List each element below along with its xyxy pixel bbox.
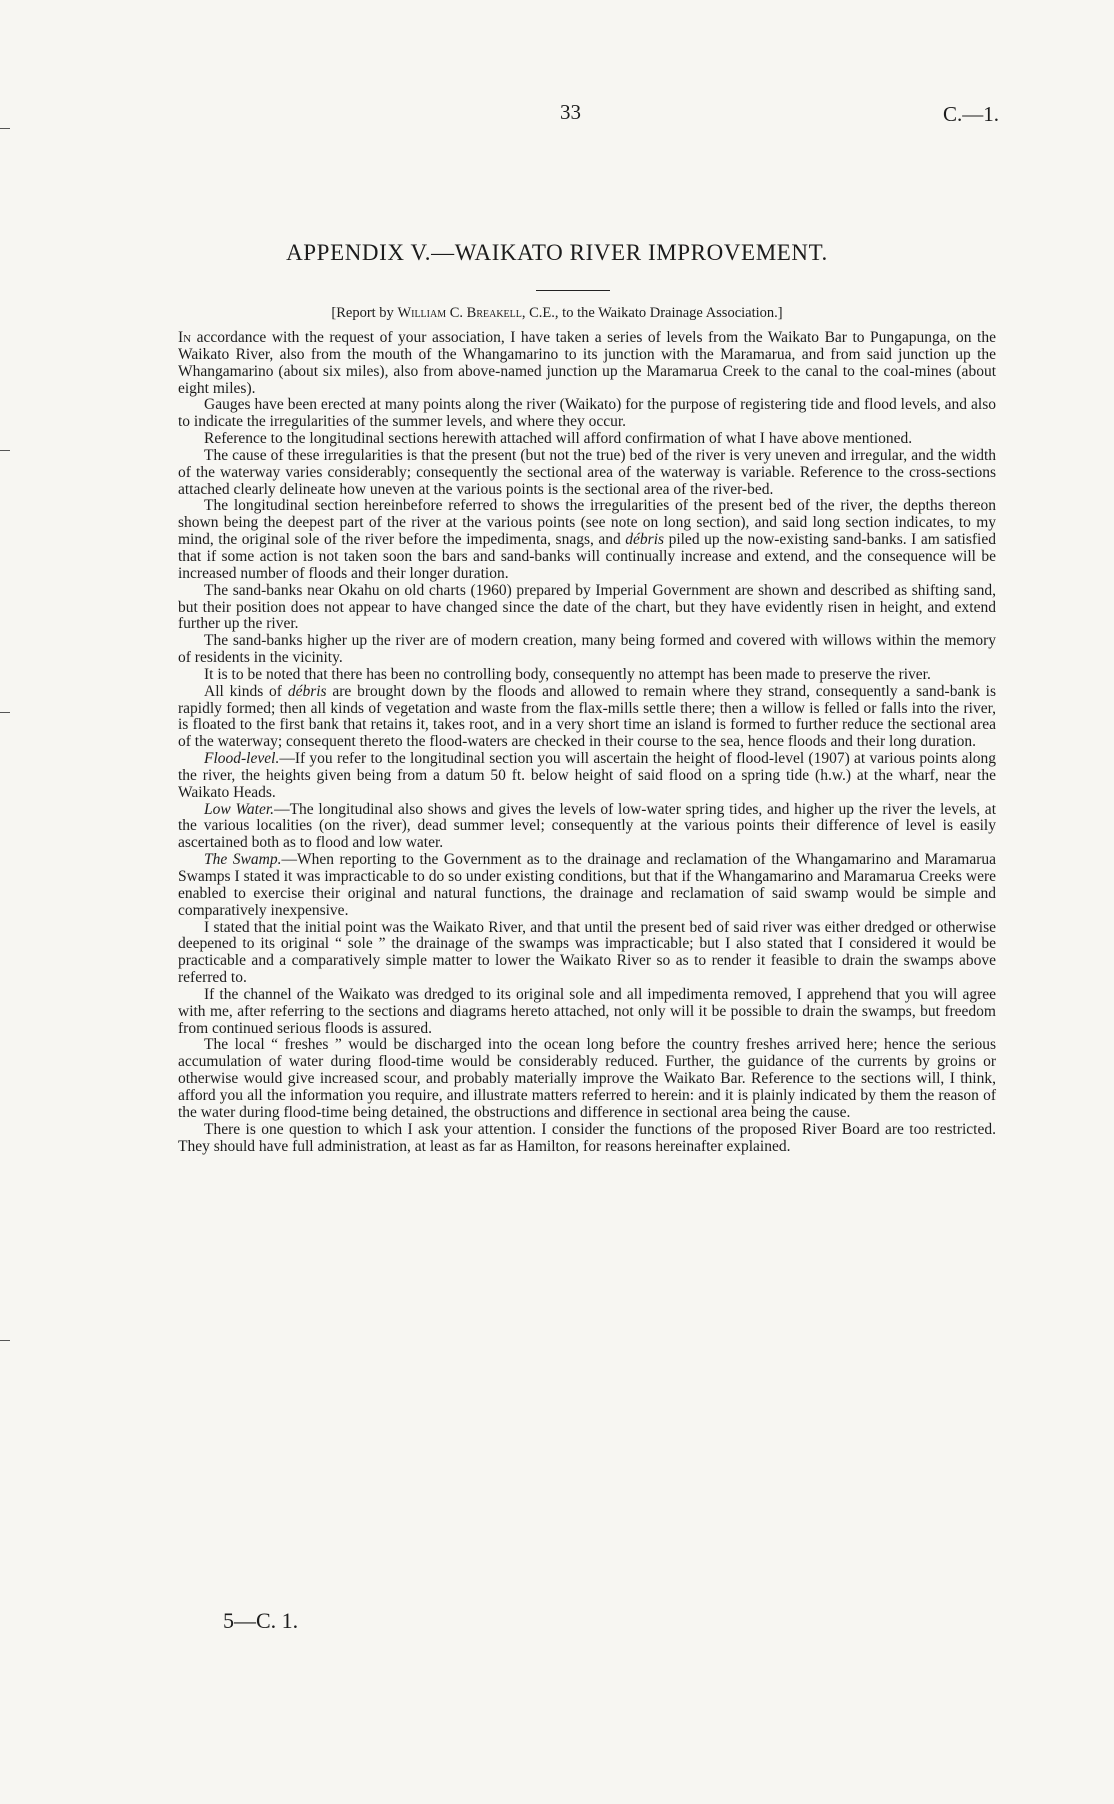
section-heading: Low Water.: [204, 800, 275, 818]
section-heading: Flood-level.: [204, 750, 280, 768]
paragraph: Reference to the longitudinal sections herewith attached will afford confirmation of what I have above mentioned.: [204, 430, 913, 448]
margin-mark: [0, 450, 10, 451]
section-heading: The Swamp.: [204, 851, 282, 869]
document-reference: C.—1.: [943, 102, 1000, 126]
report-author: William C. Breakell: [397, 305, 522, 321]
margin-mark: [0, 1340, 10, 1341]
title-divider: [536, 290, 610, 291]
paragraph: Gauges have been erected at many points along the river (Waikato) for the purpose of registering tide and flood levels, and also to indicate the irregularities of the summer levels, and where they occur.: [178, 396, 996, 431]
margin-mark: [0, 128, 10, 129]
paragraph: The longitudinal section hereinbefore referred to shows the irregularities of the present bed of the river, the depths thereon shown being the deepest part of the river at the various points (see note on long section), and said long section indicates, to my mind, the original sole of the river before the impedimenta, snags, and débris piled up the now-existing sand-banks. I am satisfied that if some action is not taken soon the bars and sand-banks will continually increase and extend, and the consequence will be increased number of floods and their longer duration.: [178, 497, 996, 582]
paragraph: In accordance with the request of your association, I have taken a series of levels from the Waikato Bar to Pungapunga, on the Waikato River, also from the mouth of the Whangamarino to its junction with the Maramarua, and from said junction up the Whangamarino (about six miles), also from above-named junction up the Maramarua Creek to the canal to the coal-mines (about eight miles).: [178, 329, 996, 397]
report-body: [178, 330, 996, 1155]
page-number: 33: [560, 100, 581, 124]
report-attribution: [Report by William C. Breakell, C.E., to the Waikato Drainage Association.]: [331, 305, 783, 321]
paragraph: The sand-banks higher up the river are of modern creation, many being formed and covered with willows within the memory of residents in the vicinity.: [178, 632, 996, 667]
paragraph: It is to be noted that there has been no controlling body, consequently no attempt has been made to preserve the river.: [204, 665, 931, 683]
paragraph: I stated that the initial point was the Waikato River, and that until the present bed of said river was either dredged or otherwise deepened to its original “ sole ” the drainage of the swamps was impracticable; but I also stated that I considered it would be practicable and a comparatively simple matter to lower the Waikato River so as to render it feasible to drain the swamps above referred to.: [178, 918, 996, 987]
paragraph: Low Water.—The longitudinal also shows and gives the levels of low-water spring tides, and higher up the river the levels, at the various localities (on the river), dead summer level; consequently at the various points their difference of level is easily ascertained both as to flood and low water.: [178, 800, 996, 852]
paragraph: If the channel of the Waikato was dredged to its original sole and all impedimenta removed, I apprehend that you will agree with me, after referring to the sections and diagrams hereto attached, not only will it be possible to drain the swamps, but freedom from continued serious floods is assured.: [178, 985, 996, 1037]
paragraph: The cause of these irregularities is that the present (but not the true) bed of the river is very uneven and irregular, and the width of the waterway varies considerably; consequently the sectional area of the waterway is variable. Reference to the cross-sections attached clearly delineate how uneven at the various points is the sectional area of the river-bed.: [178, 446, 996, 498]
paragraph: There is one question to which I ask your attention. I consider the functions of the proposed River Board are too restricted. They should have full administration, at least as far as Hamilton, for reasons hereinafter explained.: [178, 1120, 996, 1155]
page-title: APPENDIX V.—WAIKATO RIVER IMPROVEMENT.: [286, 240, 828, 265]
margin-mark: [0, 712, 10, 713]
footer-signature-mark: 5—C. 1.: [223, 1608, 299, 1633]
paragraph: Flood-level.—If you refer to the longitudinal section you will ascertain the height of flood-level (1907) at various points along the river, the heights given being from a datum 50 ft. below height of said flood on a spring tide (h.w.) at the wharf, near the Waikato Heads.: [178, 750, 996, 801]
paragraph: The local “ freshes ” would be discharged into the ocean long before the country freshes arrived here; hence the serious accumulation of water during flood-time would be considerably reduced. Further, the guidance of the currents by groins or otherwise would give increased scour, and probably materially improve the Waikato Bar. Reference to the sections will, I think, afford you all the information you require, and illustrate matters referred to herein: and it is plainly indicated by them the reason of the water during flood-time being detained, the obstructions and difference in sectional area being the cause.: [178, 1036, 996, 1121]
paragraph: The sand-banks near Okahu on old charts (1960) prepared by Imperial Government are shown and described as shifting sand, but their position does not appear to have changed since the date of the chart, but they have evidently risen in height, and extend further up the river.: [178, 581, 996, 633]
paragraph: The Swamp.—When reporting to the Government as to the drainage and reclamation of the Whangamarino and Maramarua Swamps I stated it was impracticable to do so under existing conditions, but that if the Whangamarino and Maramarua Creeks were enabled to exercise their original and natural functions, the drainage and reclamation of said swamp would be simple and comparatively inexpensive.: [178, 851, 996, 919]
paragraph: All kinds of débris are brought down by the floods and allowed to remain where they strand, consequently a sand-bank is rapidly formed; then all kinds of vegetation and waste from the flax-mills settle there; then a willow is felled or falls into the river, is floated to the first bank that retains it, takes root, and in a very short time an island is formed to further reduce the sectional area of the waterway; consequent thereto the flood-waters are checked in their course to the sea, hence floods and their long duration.: [178, 682, 996, 751]
